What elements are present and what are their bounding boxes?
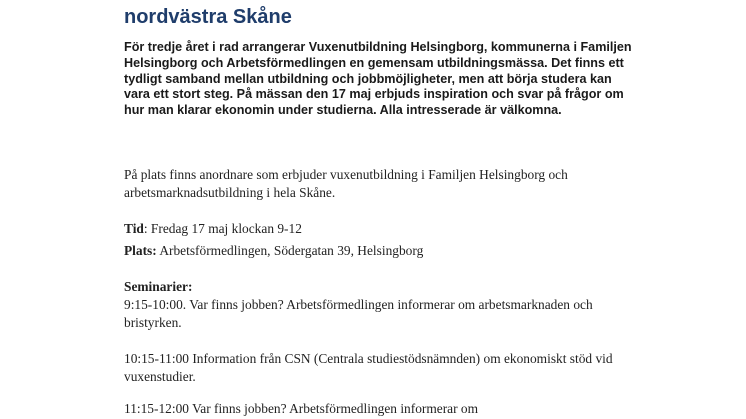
lead-paragraph: För tredje året i rad arrangerar Vuxenutbildning Helsingborg, kommunerna i Familjen Helsingborg och Arbetsförmedlingen en gemensam utbildningsmässa. Det finns ett tydligt samband mellan utbildning och jobbmöjligheter, men att börja studera kan vara ett stort steg. På mässan den 17 maj erbjuds inspiration och svar på frågor om hur man klarar ekonomin under studierna. Alla intresserade är välkomna. <box>124 40 632 118</box>
time-label: Tid <box>124 221 144 236</box>
intro-paragraph: På plats finns anordnare som erbjuder vuxenutbildning i Familjen Helsingborg och arbetsmarknadsutbildning i hela Skåne. <box>124 167 568 200</box>
seminar-item: 11:15-12:00 Var finns jobben? Arbetsförmedlingen informerar om <box>124 401 479 416</box>
place-line <box>124 242 644 260</box>
time-line <box>124 220 644 238</box>
seminar-item: 10:15-11:00 Information från CSN (Centrala studiestödsnämnden) om ekonomiskt stöd vid vuxenstudier. <box>124 351 613 384</box>
headline <box>124 0 644 28</box>
place-value: Arbetsförmedlingen, Södergatan 39, Helsingborg <box>156 243 424 258</box>
place-label: Plats: <box>124 243 157 258</box>
seminars-heading: Seminarier: <box>124 279 193 294</box>
time-value: : Fredag 17 maj klockan 9-12 <box>143 221 302 236</box>
seminar-item: 9:15-10:00. Var finns jobben? Arbetsförmedlingen informerar om arbetsmarknaden och bristyrken. <box>124 297 593 330</box>
headline-line-2: nordvästra Skåne <box>124 6 292 28</box>
